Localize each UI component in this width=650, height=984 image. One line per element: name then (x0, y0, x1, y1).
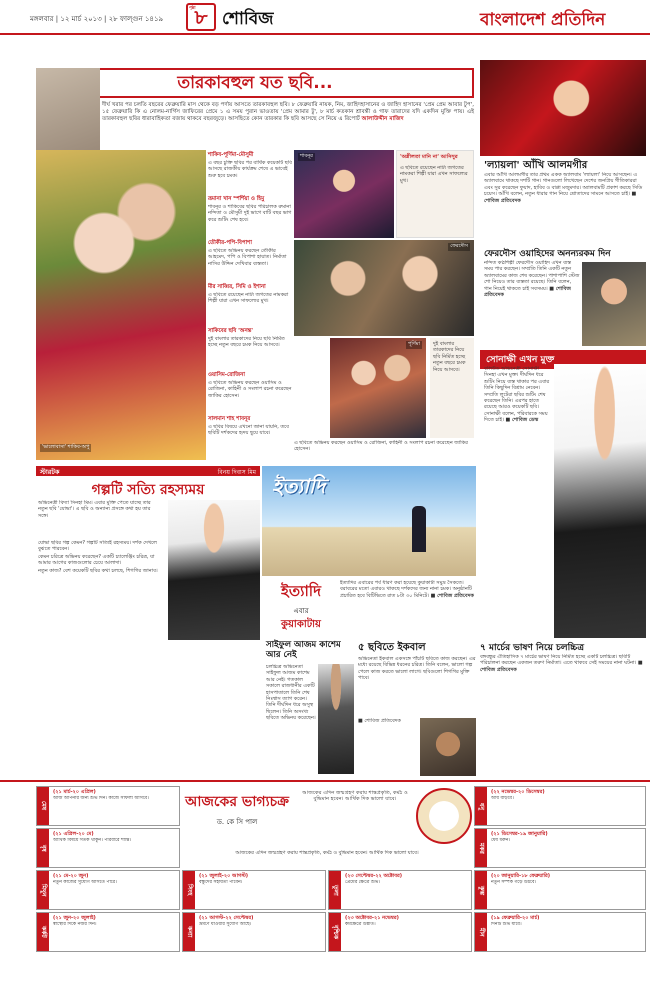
section-title: শোবিজ (222, 9, 274, 29)
photo-sonakshi (554, 364, 646, 638)
horoscope-sign-leo (182, 870, 326, 910)
info-box-3-title: তৌকীর-পপি-বিপাশা (208, 240, 252, 246)
march7-credit: ■ শোবিজ প্রতিবেদক (480, 660, 643, 673)
sign-date-aries: (২১ মার্চ-২০ এপ্রিল) (53, 789, 96, 795)
horoscope-sign-sagittarius (474, 786, 646, 826)
photo-caption-shabnur: শাবনূর (300, 153, 313, 159)
photo-saiful (318, 664, 354, 774)
sign-date-pisces: (১৯ ফেব্রুয়ারি-২০ মার্চ) (491, 915, 540, 921)
sign-name-taurus: বৃষ (37, 829, 49, 867)
ferdous-wahid-title: ফেরদৌস ওয়াহিদের অনন্যরকম দিন (484, 249, 611, 259)
horoscope-sign-scorpio (328, 912, 472, 952)
photo-caption-purnima: পূর্ণিমা (407, 341, 420, 347)
horoscope-sign-cancer (36, 912, 180, 952)
sign-text-pisces: দিনটি শুভ যাবে। (491, 922, 522, 927)
sign-name-aries: মেষ (37, 787, 49, 825)
photo-iqbal (420, 718, 476, 776)
sign-name-leo: সিংহ (183, 871, 195, 909)
qa-2: কেমন চরিত্রে অভিনয় করেছেন? একটি চ্যালেঞ্জিং চরিত্র, যা আমার আগের কাজগুলোর চেয়ে আলাদা। (38, 553, 155, 567)
sonakshi-title: সোনাক্ষী এখন মুক্ত (480, 350, 646, 369)
sign-text-capricorn: ধৈর্য ধরুন। (491, 838, 511, 843)
info-box-5-body: দুই বাংলার তারকাদের নিয়ে ছবি নির্মিত হচ্ছে নতুন বছরে চমক নিয়ে আসবে। (208, 336, 285, 349)
anisur-caption: 'অশ্লীলতা মানি না' আনিসুর (400, 154, 458, 160)
ittefaq-headline (266, 580, 336, 634)
akhi-body-text: এবার আঁখি আলমগীর তার প্রথম একক অ্যালবাম 'ল্যায়লা' নিয়ে আসছেন। এ অ্যালবামে থাকছে দশটি গান। গানগুলো লিখেছেন দেশের জনপ্রিয় গীতিকাররা এবং সুর করেছেন ফুয়াদ, হাবিব ও বাপ্পা মজুমদার। অ্যালবামটি প্রকাশ করছে সিডি চয়েস। আঁখি বলেন, নতুন ধারার গান নিয়ে শ্রোতাদের সামনে আসতে চাই। (484, 172, 643, 198)
info-box-4 (208, 284, 292, 326)
saiful-text: চলচ্চিত্র অভিনেতা সাইফুল আজম কাশেম আর নেই। গতকাল সকালে রাজধানীর একটি হাসপাতালে তিনি শেষ নিঃশ্বাস ত্যাগ করেন। তিনি দীর্ঘদিন ধরে অসুস্থ ছিলেন। তিনি অসংখ্য ছবিতে অভিনয় করেছেন। (266, 664, 316, 722)
main-lead (102, 102, 474, 142)
star-talk-qa (38, 540, 168, 638)
info-box-7-title: সালমান শাহ শাবনূর (208, 416, 251, 422)
info-box-6 (208, 372, 292, 414)
info-box-7-body: এ ছবির বিষয়ে এখনো জানা যায়নি, তবে ছবিটি দর্শকদের হৃদয় ছুয়ে যাবে। (208, 424, 289, 437)
horoscope-author: ড. কে সি পাল (216, 818, 258, 826)
horoscope-sign-gemini (36, 870, 180, 910)
ittefaq-logo: ইত্যাদি (272, 474, 326, 498)
march7-text: বঙ্গবন্ধুর ঐতিহাসিক ৭ মার্চের ভাষণ নিয়ে নির্মিত হচ্ছে একটি চলচ্চিত্র। ছবিটি পরিচালনা করছেন একজন তরুণ নির্মাতা। এতে থাকবে সেই সময়ের নানা ঘটনা। (480, 654, 637, 667)
sign-name-cancer: কর্কট (37, 913, 49, 951)
sign-text-cancer: স্বাস্থ্যের দিকে নজর দিন। (53, 922, 97, 927)
qa-3: নতুন কাজ? বেশ কয়েকটি ছবির কথা চলছে, শিগগির জানাব। (38, 567, 158, 574)
horoscope-intro: আজকের এদিন জন্মগ্রহণ করায় শান্তপ্রকৃতি, কর্মঠ ও বুদ্ধিমান হবেন। আর্থিক দিক ভালো যাবে। (302, 790, 408, 803)
star-talk-tag: স্টারটক (40, 468, 60, 476)
sonakshi-text: বলিউড অভিনেত্রী সোনাক্ষী সিনহা এখন মুক্ত। দীর্ঘদিন ধরে শুটিং নিয়ে ব্যস্ত থাকার পর এবার তিনি কিছুদিন বিশ্রাম নেবেন। সম্প্রতি লুটেরা ছবির শুটিং শেষ করেছেন তিনি। এরপর হাতে রয়েছে আরও কয়েকটি ছবি। সোনাক্ষী বলেন, পরিবারকে সময় দিতে চাই। (484, 366, 550, 424)
page-label: পৃষ্ঠা (189, 5, 196, 10)
sign-date-cancer: (২১ জুন-২০ জুলাই) (53, 915, 96, 921)
march7-title: ৭ মার্চের ভাষণ নিয়ে চলচ্চিত্র (480, 643, 584, 653)
header-rule (0, 33, 650, 35)
sign-name-libra: তুলা (329, 871, 341, 909)
sign-date-gemini: (২১ মে-২০ জুন) (53, 873, 89, 879)
photo-purnima (330, 338, 426, 438)
iqbal-credit: ■ শোবিজ প্রতিবেদক (358, 718, 401, 724)
akhi-body (484, 172, 646, 242)
ferdous-wahid-text: নন্দিত কণ্ঠশিল্পী ফেরদৌস ওয়াহিদ এখন ব্যস্ত সময় পার করছেন। সম্প্রতি তিনি একটি নতুন অ্যালবামের কাজ শেষ করেছেন। পাশাপাশি স্টেজ শো নিয়েও তার ব্যস্ততা রয়েছে। তিনি বলেন, গান নিয়েই থাকতে চাই সবসময়। (484, 260, 580, 292)
sign-name-gemini: মিথুন (37, 871, 49, 909)
sign-text-aries: আজ আপনার জন্য শুভ দিন। কাজে সাফল্য আসবে। (53, 796, 149, 801)
info-box-5-title: সাকিবের ছবি 'অনন্ত' (208, 328, 254, 334)
main-lead-text: দীর্ঘ খরার পর চলতি বছরের ফেব্রুয়ারি মাস থেকে বড় পর্দায় আসতে তারকাবহুল ছবি। ৮ ফেব্রুয়ারি নায়ক, নিম, জাহিদহাসানের ও জাহিদ হাসানের 'প্রেম প্রেম আবার টুপ', ১৫ ফেব্রুয়ারি কি এ নোলম-নার্গিস জাফিরের প্রেমে ১ এ সময় পুরান ভাওতায় 'প্রেম আমার টু', ৮ মার্চ কতকান শ্রাবন্তী ও গাফ তারাদের যদি একদিন মুক্তি পায়। এই তারকাবহুল ছবির ধারাবাহিকতা বজায় থাকবে বছরজুড়ে। আসছিতে কোন তারকার কি ছবি আসছে সে নিয়ে এ রিপোর্ট (102, 102, 474, 122)
horoscope-sign-pisces (474, 912, 646, 952)
main-byline: আলাউদ্দীন মাজিদ (361, 115, 404, 122)
sonakshi-body (484, 366, 552, 634)
sign-date-leo: (২১ জুলাই-২০ আগস্ট) (199, 873, 249, 879)
photo-ferdous-wahid (582, 262, 646, 346)
sign-text-leo: বন্ধুদের সহায়তা পাবেন। (199, 880, 243, 885)
iqbal-body (358, 656, 476, 716)
saiful-title: সাইফুল আজম কাশেম আর নেই (266, 640, 341, 660)
info-box-5 (208, 328, 292, 370)
horoscope-sign-libra (328, 870, 472, 910)
page-number: ৮ (194, 5, 208, 29)
sign-date-scorpio: (২৩ অক্টোবর-২১ নভেম্বর) (345, 915, 399, 921)
sign-text-virgo: ভ্রমণে যাওয়ার সুযোগ আছে। (199, 922, 252, 927)
page-header (0, 0, 650, 34)
horoscope-sign-aquarius (474, 870, 646, 910)
star-talk-title: গল্পটি সত্যি রহস্যময় (91, 482, 205, 498)
info-box-3-body: এ ছবিতে অভিনয় করছেন তৌকীর আহমেদ, পপি ও বিপাশা হায়াত। নির্মাতা নাসির উদ্দিন দেখিবার ব্যস্ততা। (208, 248, 287, 267)
main-headline-box (36, 68, 474, 98)
qa-1: যোদ্ধা ছবির গল্প কেমন? গল্পটি সত্যিই রহস্যময়। দর্শক দেখলে বুঝতে পারবেন। (38, 540, 157, 553)
ittefaq-sub: এবার (293, 607, 309, 615)
kolkata-body: দুই বাংলার তারকাদের নিয়ে ছবি নির্মিত হচ্ছে নতুন বছরে চমক নিয়ে আসবে। (433, 341, 466, 373)
horoscope-sign-aries (36, 786, 180, 826)
ferdous-wahid-body (484, 260, 580, 346)
star-boxes-column (208, 152, 292, 462)
star-talk-intro: অভিনেত্রী বিদ্যা সিনহা মিম। এবার মুক্তি পেতে যাচ্ছে তার নতুন ছবি 'যোদ্ধা'। এ ছবি ও অন্যান্য প্রসঙ্গে কথা হয় তার সঙ্গে। (38, 500, 151, 519)
photo-kuakata (262, 466, 476, 576)
horoscope-rule (0, 780, 650, 782)
info-box-3 (208, 240, 292, 282)
horoscope-title: আজকের ভাগ্যচক্র (185, 794, 289, 810)
sign-text-gemini: নতুন কাজের সুযোগ আসতে পারে। (53, 880, 117, 885)
iqbal-text: অভিনেতা ইকবাল একসঙ্গে পাঁচটি ছবিতে কাজ করছেন। এর মধ্যে রয়েছে বিভিন্ন ধরনের চরিত্র। তিনি বলেন, ভালো গল্প পেলে কাজ করতে ভালো লাগে। ছবিগুলো শিগগির মুক্তি পাবে। (358, 656, 476, 682)
sign-name-pisces: মীন (475, 913, 487, 951)
sign-name-capricorn: মকর (475, 829, 487, 867)
info-box-2-title: রূমানা খান স্পর্শিয়া ও হিমু (208, 196, 265, 202)
host-figure (412, 506, 426, 552)
akhi-credit: ■ শোবিজ প্রতিবেদক (484, 191, 637, 204)
newspaper-logo: বাংলাদেশ প্রতিদিন (480, 10, 606, 30)
sign-text-scorpio: কর্মক্ষেত্রে উন্নতি। (345, 922, 376, 927)
photo-shabnur (294, 150, 394, 238)
anisur-body: এ ছবিতে রয়েছেন নাট্য জগতের নামকরা শিল্পী যারা এখন সাফল্যের মুখ। (400, 165, 468, 184)
sign-date-capricorn: (২১ ডিসেম্বর-১৯ জানুয়ারি) (491, 831, 548, 837)
horoscope-sign-capricorn (474, 828, 646, 868)
sign-text-libra: প্রেমের ক্ষেত্রে শুভ। (345, 880, 380, 885)
sign-date-aquarius: (২০ জানুয়ারি-১৮ ফেব্রুয়ারি) (491, 873, 551, 879)
photo-caption-ferdous: ফেরদৌস (450, 243, 468, 249)
sign-name-sagittarius: ধনু (475, 787, 487, 825)
sign-name-virgo: কন্যা (183, 913, 195, 951)
sign-date-taurus: (২১ এপ্রিল-২০ মে) (53, 831, 94, 837)
box-anisur (396, 150, 474, 238)
collage-caption-bottom: এ ছবিতে অভিনয় করছেন ওয়াসিম ও রোজিনা, কাহিনী ও সংলাপ রচনা করেছেন জাকির হোসেন। (294, 440, 468, 453)
ittefaq-body (340, 580, 476, 638)
info-box-2-body: শাবনূর ও শাকিবের ছবির পরিচালক রুমানা নন্দিতা ও মৌসুমী দুই ভাগে বাটি বছর ভাগ করে শুটিং শেষ হবে। (208, 204, 292, 223)
horoscope-sign-taurus (36, 828, 180, 868)
photo-mim (168, 500, 260, 640)
ittefaq-text: ইত্যাদির এবারের পর্ব ধারণ করা হয়েছে কুয়াকাটা সমুদ্র সৈকতে। বরাবরের মতো এবারও থাকছে দর্শকদের জন্য নানা চমক। অনুষ্ঠানটি প্রচারিত হবে বিটিভিতে রাত ৮টা ৩০ মিনিটে। (340, 580, 472, 599)
ittefaq-credit: ■ শোবিজ প্রতিবেদক (430, 592, 474, 599)
ferdous-wahid-credit: ■ শোবিজ প্রতিবেদক (484, 285, 571, 299)
box-kolkata (430, 338, 474, 438)
horoscope-sign-virgo (182, 912, 326, 952)
sign-date-libra: (২৩ সেপ্টেম্বর-২২ অক্টোবর) (345, 873, 403, 879)
sign-name-scorpio: বৃশ্চিক (329, 913, 341, 951)
issue-date: মঙ্গলবার | ১২ মার্চ ২০১৩ | ২৮ ফাল্গুন ১৪১৯ (30, 15, 164, 23)
ittefaq-title: ইত্যাদি (281, 582, 321, 600)
march7-body (480, 654, 646, 776)
photo-akhi-alamgir (480, 60, 646, 156)
info-box-1-title: শাকিব-পূর্ণিমা-মৌসুমী (208, 152, 254, 158)
ittefaq-place: কুয়াকাটায় (281, 619, 321, 630)
zodiac-wheel-icon (416, 788, 472, 844)
main-headline: তারকাবহুল যত ছবি... (177, 73, 333, 93)
horoscope-heading (182, 790, 292, 846)
horoscope-footnote: আজকের এদিন জন্মগ্রহণ করায় শান্তপ্রকৃতি, কর্মঠ ও বুদ্ধিমান হবেন। আর্থিক দিক ভালো যাবে। (235, 850, 419, 856)
photo-couple-main (36, 150, 206, 460)
saiful-body (266, 664, 316, 774)
info-box-6-body: এ ছবিতে অভিনয় করছেন ওয়াসিম ও রোজিনা, কাহিনী ও সংলাপ রচনা করেছেন জাকির হোসেন। (208, 380, 292, 399)
info-box-4-body: এ ছবিতে রয়েছেন নাট্য জগতের নামকরা শিল্পী যারা এখন সাফল্যের মুখ। (208, 292, 289, 305)
sign-text-taurus: আর্থিক বিষয়ে সতর্ক থাকুন। পরিবারে শান্তি। (53, 838, 132, 843)
photo-caption-couple: 'ভালোবাসা' শাকিব-অপু (42, 444, 90, 450)
iqbal-title: ৫ ছবিতে ইকবাল (358, 642, 426, 653)
info-box-4-title: মীর সাব্বির, সিমি ও ইশানা (208, 284, 266, 290)
info-box-6-title: ওয়াসিম-রোজিনা (208, 372, 245, 378)
sonakshi-credit: ■ শোবিজ ডেস্ক (505, 417, 539, 424)
info-box-2 (208, 196, 292, 238)
star-talk-author: বিনয় দিবাস মিম (217, 469, 256, 476)
info-box-1 (208, 152, 292, 194)
sign-text-sagittarius: আয় বাড়বে। (491, 796, 514, 801)
sign-text-aquarius: নতুন সম্পর্ক গড়ে উঠবে। (491, 880, 537, 885)
sign-date-virgo: (২১ আগস্ট-২২ সেপ্টেম্বর) (199, 915, 254, 921)
akhi-title: 'ল্যায়লা' আঁখি আলমগীর (484, 160, 588, 171)
photo-ferdous (294, 240, 474, 336)
info-box-7 (208, 416, 292, 460)
info-box-1-body: এ বছর চুক্তি ছবির পর বার্ষিক কয়েকটি ছবি আসছে রাজকীয় কার্যক্রম শেষে এ ভাবেই শুরু হবে চমক। (208, 160, 292, 179)
page-number-box (186, 3, 216, 31)
sign-date-sagittarius: (২২ নভেম্বর-২০ ডিসেম্বর) (491, 789, 545, 795)
sign-name-aquarius: কুম্ভ (475, 871, 487, 909)
star-talk-bar (36, 466, 260, 476)
